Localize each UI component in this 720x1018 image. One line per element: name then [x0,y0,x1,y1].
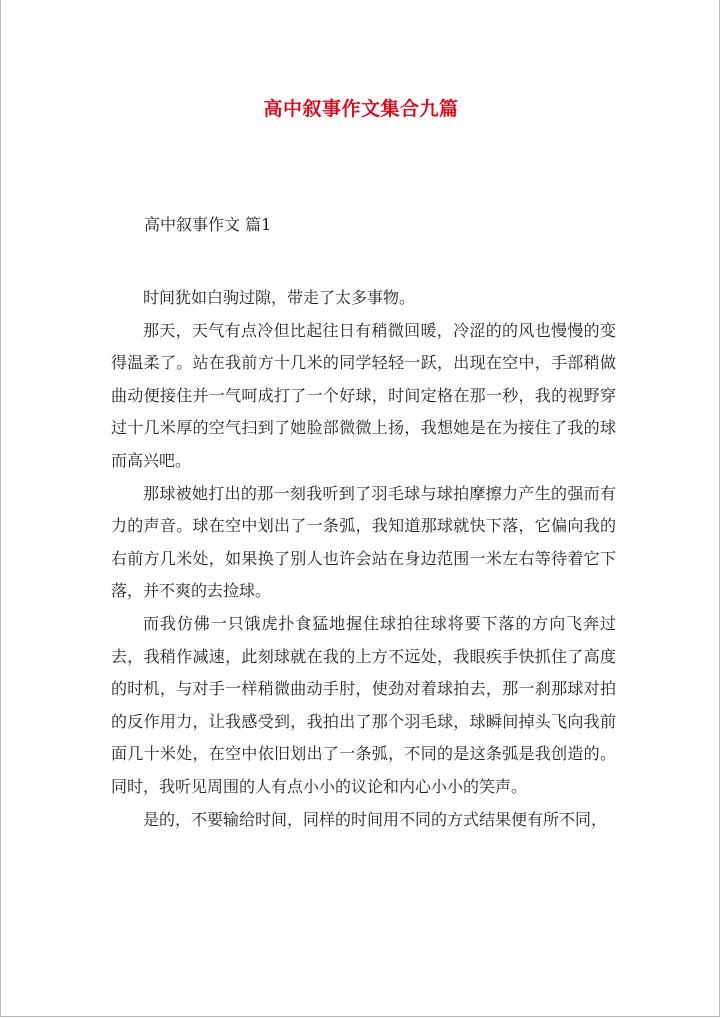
paragraph: 是的，不要输给时间，同样的时间用不同的方式结果便有所不同， [143,809,608,829]
paragraph: 那球被她打出的那一刻我听到了羽毛球与球拍摩擦力产生的强而有力的声音。球在空中划出了一条弧，我知道那球就快下落，它偏向我的右前方几米处，如果换了别人也许会站在身边范围一米左右等待着它下落，并不爽的去捡球。 [111,483,616,601]
paragraph: 那天，天气有点冷但比起往日有稍微回暖，冷涩的的风也慢慢的变得温柔了。站在我前方十几米的同学轻轻一跃，出现在空中，手部稍做曲动便接住并一气呵成打了一个好球，时间定格在那一秒，我的视野穿过十几米厚的空气扫到了她脸部微微上扬，我想她是在为接住了我的球而高兴吧。 [111,320,616,470]
document-title: 高中叙事作文集合九篇 [263,98,459,120]
document-body [111,282,616,836]
paragraph: 而我仿佛一只饿虎扑食猛地握住球拍往球将要下落的方向飞奔过去，我稍作减速，此刻球就在我的上方不远处，我眼疾手快抓住了高度的时机，与对手一样稍微曲动手肘，使劲对着球拍去，那一刹那球对拍的反作用力，让我感受到，我拍出了那个羽毛球，球瞬间掉头飞向我前面几十米处，在空中依旧划出了一条弧，不同的是这条弧是我创造的。同时，我听见周围的人有点小小的议论和内心小小的笑声。 [111,613,616,796]
paragraph: 时间犹如白驹过隙，带走了太多事物。 [143,288,416,307]
section-heading: 高中叙事作文 篇1 [144,215,272,234]
